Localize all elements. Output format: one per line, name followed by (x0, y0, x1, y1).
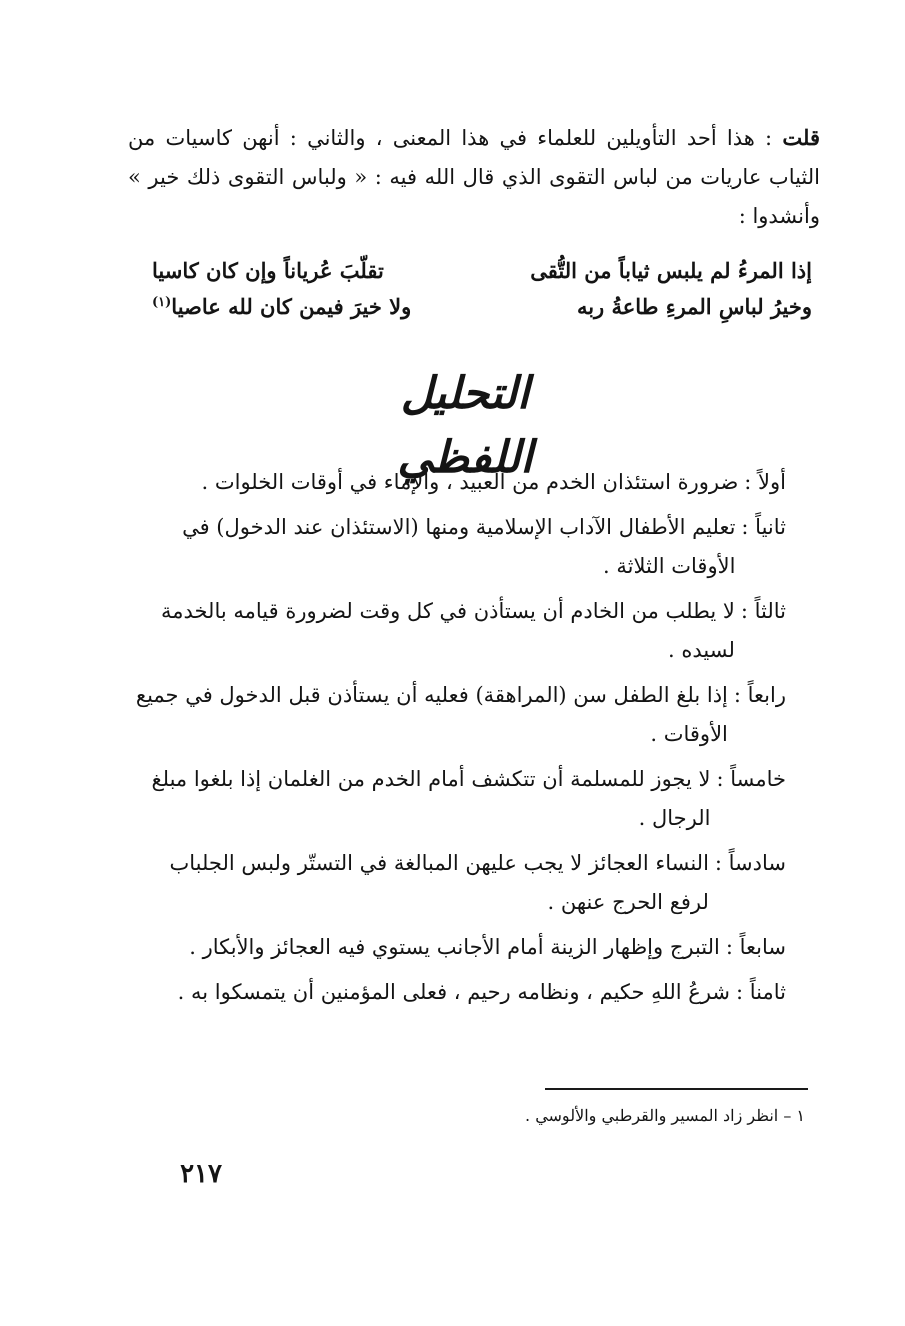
intro-lead-word: قلت (782, 125, 820, 150)
point-item (133, 973, 786, 1012)
point-number: ثانياً : (741, 515, 786, 539)
point-item (133, 844, 786, 922)
poem (152, 253, 812, 325)
point-number: سابعاً : (725, 935, 786, 959)
footnote-divider (545, 1088, 808, 1090)
numbered-points (133, 463, 786, 1018)
point-number: ثالثاً : (740, 599, 786, 623)
hemistich-text: ولا خيرَ فيمن كان لله عاصيا (171, 294, 412, 319)
poem-second-hemistich (152, 253, 384, 289)
section-heading: التحليل اللفظي (397, 368, 533, 483)
point-item (133, 463, 786, 502)
point-number: أولاً : (744, 470, 786, 494)
poem-verse (152, 253, 812, 289)
point-text: التبرج وإظهار الزينة أمام الأجانب يستوي فيه العجائز والأبكار . (189, 935, 720, 959)
poem-first-hemistich: وخيرُ لباسِ المرءِ طاعةُ ربه (576, 294, 812, 319)
footnote-marker: (١) (152, 295, 172, 310)
point-number: خامساً : (716, 767, 786, 791)
poem-verse (152, 289, 812, 325)
poem-first-hemistich: إذا المرءُ لم يلبس ثياباً من التُّقى (530, 258, 812, 283)
point-item (133, 508, 786, 586)
point-number: سادساً : (714, 851, 786, 875)
poem-second-hemistich (152, 289, 411, 325)
point-text: لا يطلب من الخادم أن يستأذن في كل وقت لضرورة قيامه بالخدمة لسيده . (160, 599, 735, 662)
point-item (133, 592, 786, 670)
point-text: النساء العجائز لا يجب عليهن المبالغة في التستّر ولبس الجلباب لرفع الحرج عنهن . (169, 851, 709, 914)
footnote: ١ – انظر زاد المسير والقرطبي والألوسي . (525, 1106, 805, 1125)
point-item (133, 676, 786, 754)
point-number: رابعاً : (733, 683, 786, 707)
hemistich-text: تقلّبَ عُرياناً وإن كان كاسيا (152, 258, 384, 283)
point-text: إذا بلغ الطفل سن (المراهقة) فعليه أن يستأذن قبل الدخول في جميع الأوقات . (135, 683, 728, 746)
point-text: تعليم الأطفال الآداب الإسلامية ومنها (الاستئذان عند الدخول) في الأوقات الثلاثة . (182, 515, 736, 578)
point-item (133, 928, 786, 967)
point-text: ضرورة استئذان الخدم من العبيد ، والإماء في أوقات الخلوات . (201, 470, 739, 494)
intro-text: : هذا أحد التأويلين للعلماء في هذا المعنى ، والثاني : أنهن كاسيات من الثياب عاريات من لباس التقوى الذي قال الله فيه : « ولباس التقوى ذلك خير » وأنشدوا : (128, 126, 820, 228)
point-text: شرعُ اللهِ حكيم ، ونظامه رحيم ، فعلى المؤمنين أن يتمسكوا به . (177, 980, 731, 1004)
page-number: ٢١٧ (180, 1159, 222, 1189)
point-item (133, 760, 786, 838)
point-number: ثامناً : (736, 980, 786, 1004)
intro-paragraph (128, 118, 820, 236)
point-text: لا يجوز للمسلمة أن تتكشف أمام الخدم من الغلمان إذا بلغوا مبلغ الرجال . (151, 767, 711, 830)
